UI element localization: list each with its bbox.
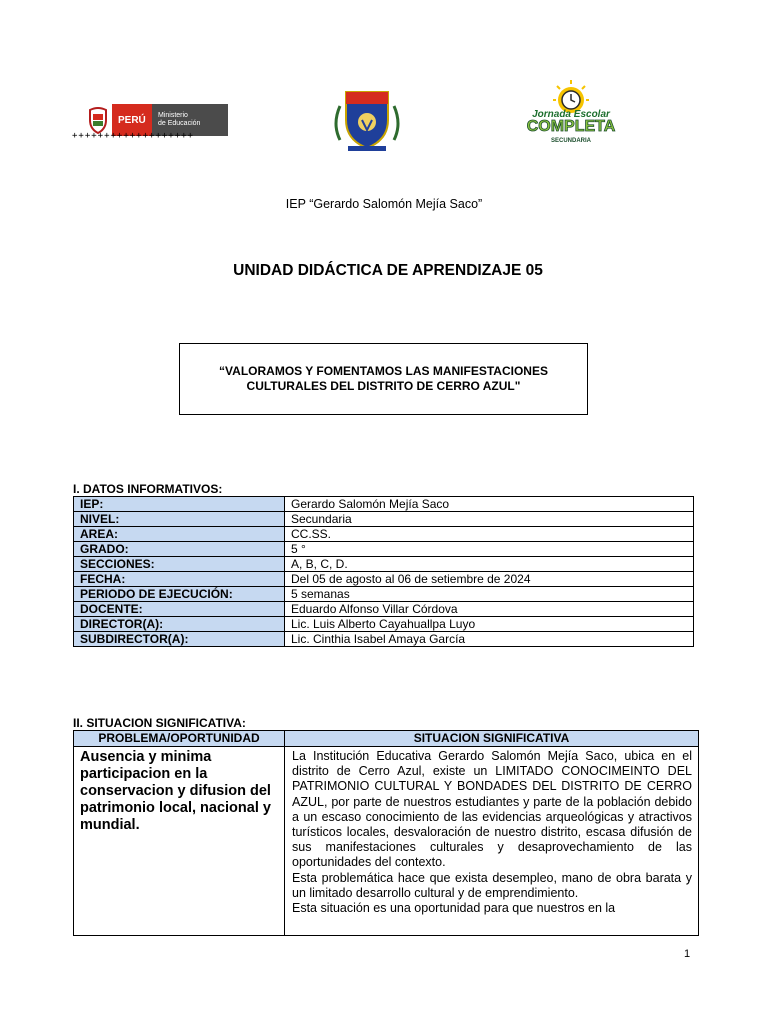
school-crest-icon	[332, 84, 402, 154]
ministry-label: Ministerio de Educación	[152, 104, 228, 136]
logo-dots: +++++++++++++++++++	[72, 131, 194, 141]
jec-logo	[519, 80, 623, 150]
section-2-title: II. SITUACION SIGNIFICATIVA:	[73, 716, 246, 730]
info-value: CC.SS.	[285, 527, 694, 542]
info-row	[74, 572, 694, 587]
info-value: 5 °	[285, 542, 694, 557]
situation-paragraph: La Institución Educativa Gerardo Salomón Mejía Saco, ubica en el distrito de Cerro Azul, existe un LIMITADO CONOCIMEINTO DEL PATRIMONIO CULTURAL Y BONDADES DEL DISTRITO DE CERRO AZUL, por parte de nuestros estudiantes y parte de la población debido a un escaso conocimiento de las evidencias arqueológicas y atractivos turísticos locales, desvaloración de nuestro distrito, escasa difusión de sus manifestaciones culturales y desaprovechamiento de las oportunidades del contexto.	[292, 749, 692, 870]
situation-table	[73, 730, 699, 936]
info-value: Lic. Cinthia Isabel Amaya García	[285, 632, 694, 647]
col-header-situation: SITUACION SIGNIFICATIVA	[285, 731, 699, 747]
info-table	[73, 496, 694, 647]
info-key: SUBDIRECTOR(A):	[74, 632, 285, 647]
info-value: Secundaria	[285, 512, 694, 527]
unit-theme-box	[179, 343, 588, 415]
info-value: A, B, C, D.	[285, 557, 694, 572]
jec-line3: SECUNDARIA	[550, 138, 592, 144]
info-row	[74, 497, 694, 512]
info-row	[74, 587, 694, 602]
info-key: NIVEL:	[74, 512, 285, 527]
info-row	[74, 617, 694, 632]
info-key: DOCENTE:	[74, 602, 285, 617]
situation-paragraph: Esta problemática hace que exista desempleo, mano de obra barata y un limitado desarrollo cultural y de emprendimiento.	[292, 870, 692, 900]
section-1-title: I. DATOS INFORMATIVOS:	[73, 482, 223, 496]
info-row	[74, 512, 694, 527]
info-value: Gerardo Salomón Mejía Saco	[285, 497, 694, 512]
info-value: 5 semanas	[285, 587, 694, 602]
school-name: IEP “Gerardo Salomón Mejía Saco”	[285, 197, 483, 211]
situation-text	[286, 748, 697, 934]
info-key: AREA:	[74, 527, 285, 542]
info-key: PERIODO DE EJECUCIÓN:	[74, 587, 285, 602]
info-key: SECCIONES:	[74, 557, 285, 572]
info-value: Lic. Luis Alberto Cayahuallpa Luyo	[285, 617, 694, 632]
info-value: Del 05 de agosto al 06 de setiembre de 2024	[285, 572, 694, 587]
info-value: Eduardo Alfonso Villar Córdova	[285, 602, 694, 617]
document-title: UNIDAD DIDÁCTICA DE APRENDIZAJE 05	[233, 262, 543, 279]
situation-paragraph: Esta situación es una oportunidad para que nuestros en la	[292, 901, 616, 916]
peru-label: PERÚ	[112, 104, 152, 136]
info-key: IEP:	[74, 497, 285, 512]
info-row	[74, 602, 694, 617]
col-header-problem: PROBLEMA/OPORTUNIDAD	[74, 731, 285, 747]
page-number: 1	[684, 948, 691, 960]
unit-theme: “VALORAMOS Y FOMENTAMOS LAS MANIFESTACIONES CULTURALES DEL DISTRITO DE CERRO AZUL"	[219, 364, 548, 393]
info-key: DIRECTOR(A):	[74, 617, 285, 632]
jec-line1: Jornada Escolar	[532, 109, 610, 120]
info-row	[74, 632, 694, 647]
info-row	[74, 557, 694, 572]
situation-cell	[285, 747, 699, 936]
problem-cell: Ausencia y minima participacion en la conservacion y difusion del patrimonio local, nacional y mundial.	[74, 747, 285, 936]
info-key: GRADO:	[74, 542, 285, 557]
info-key: FECHA:	[74, 572, 285, 587]
info-row	[74, 527, 694, 542]
info-row	[74, 542, 694, 557]
jec-line2: COMPLETA	[526, 118, 616, 135]
